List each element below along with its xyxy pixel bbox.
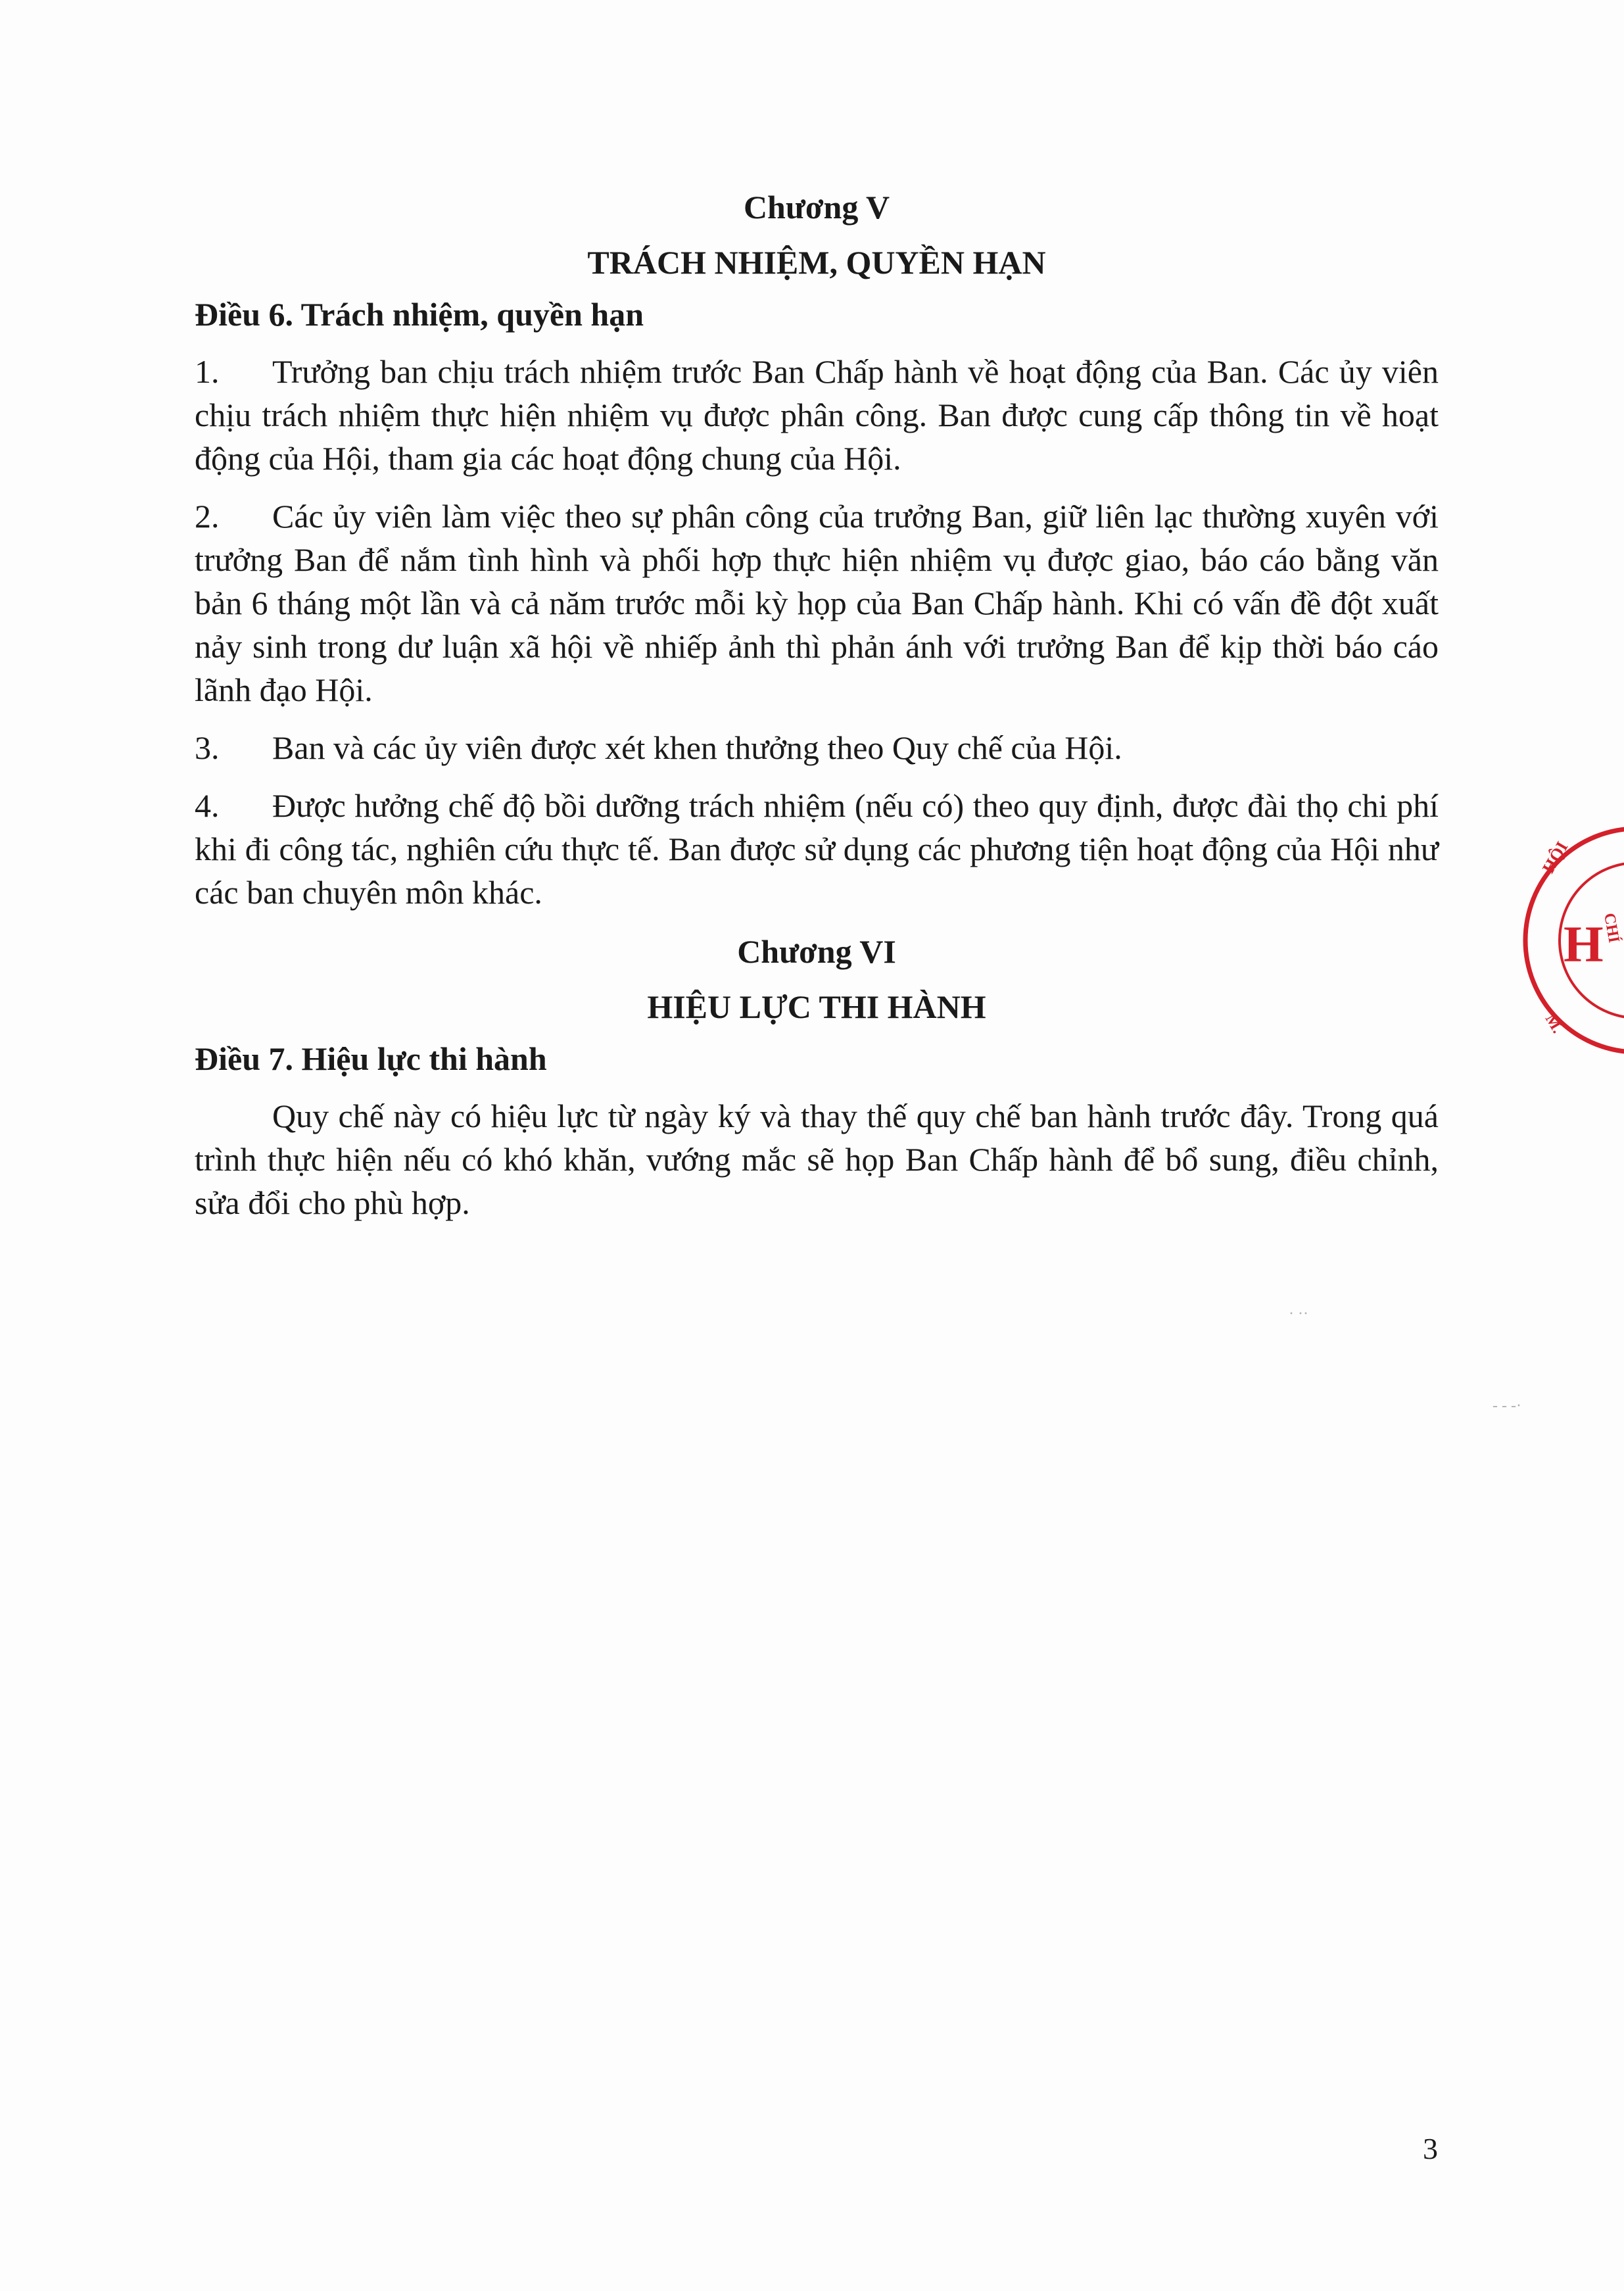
- chapter-6-title: HIỆU LỰC THI HÀNH: [647, 988, 986, 1025]
- svg-text:H: H: [1564, 915, 1604, 973]
- document-body: [195, 184, 1439, 1239]
- article-6-heading: Điều 6. Trách nhiệm, quyền hạn: [195, 296, 644, 333]
- article-6-item-4: [195, 784, 1439, 914]
- item-number: 2.: [195, 498, 220, 535]
- item-text: Trưởng ban chịu trách nhiệm trước Ban Chấp hành về hoạt động của Ban. Các ủy viên chịu trách nhiệm thực hiện nhiệm vụ được phân công. Ban được cung cấp thông tin về hoạt động của Hội, tham gia các hoạt động chung của Hội.: [195, 353, 1439, 477]
- item-text: Được hưởng chế độ bồi dưỡng trách nhiệm (nếu có) theo quy định, được đài thọ chi phí khi đi công tác, nghiên cứu thực tế. Ban được sử dụng các phương tiện hoạt động của Hội như các ban chuyên môn khác.: [195, 787, 1439, 911]
- article-7-heading: Điều 7. Hiệu lực thi hành: [195, 1040, 547, 1077]
- item-number: 1.: [195, 353, 220, 390]
- chapter-6-label: Chương VI: [737, 933, 896, 970]
- scan-speck: - - -·: [1493, 1397, 1521, 1414]
- article-6-item-3: [195, 726, 1439, 769]
- svg-text:M.: M.: [1541, 1011, 1566, 1036]
- red-seal-stamp: [1506, 809, 1624, 1072]
- article-6-item-2: [195, 494, 1439, 711]
- item-text: Ban và các ủy viên được xét khen thưởng theo Quy chế của Hội.: [272, 729, 1122, 766]
- article-6-item-1: [195, 350, 1439, 480]
- page-number: 3: [1423, 2132, 1438, 2165]
- article-7-text: Quy chế này có hiệu lực từ ngày ký và thay thế quy chế ban hành trước đây. Trong quá trình thực hiện nếu có khó khăn, vướng mắc sẽ họp Ban Chấp hành để bổ sung, điều chỉnh, sửa đổi cho phù hợp.: [195, 1097, 1439, 1221]
- chapter-5-title: TRÁCH NHIỆM, QUYỀN HẠN: [587, 244, 1046, 281]
- chapter-5-label: Chương V: [743, 189, 890, 226]
- svg-text:CHÍ: CHÍ: [1600, 911, 1623, 944]
- item-number: 3.: [195, 729, 220, 766]
- svg-text:HỘI: HỘI: [1539, 838, 1572, 877]
- item-number: 4.: [195, 787, 220, 824]
- item-text: Các ủy viên làm việc theo sự phân công của trưởng Ban, giữ liên lạc thường xuyên với trưởng Ban để nắm tình hình và phối hợp thực hiện nhiệm vụ được giao, báo cáo bằng văn bản 6 tháng một lần và cả năm trước mỗi kỳ họp của Ban Chấp hành. Khi có vấn đề đột xuất nảy sinh trong dư luận xã hội về nhiếp ảnh thì phản ánh với trưởng Ban để kịp thời báo cáo lãnh đạo Hội.: [195, 498, 1439, 708]
- scan-speck: · ··: [1289, 1305, 1308, 1322]
